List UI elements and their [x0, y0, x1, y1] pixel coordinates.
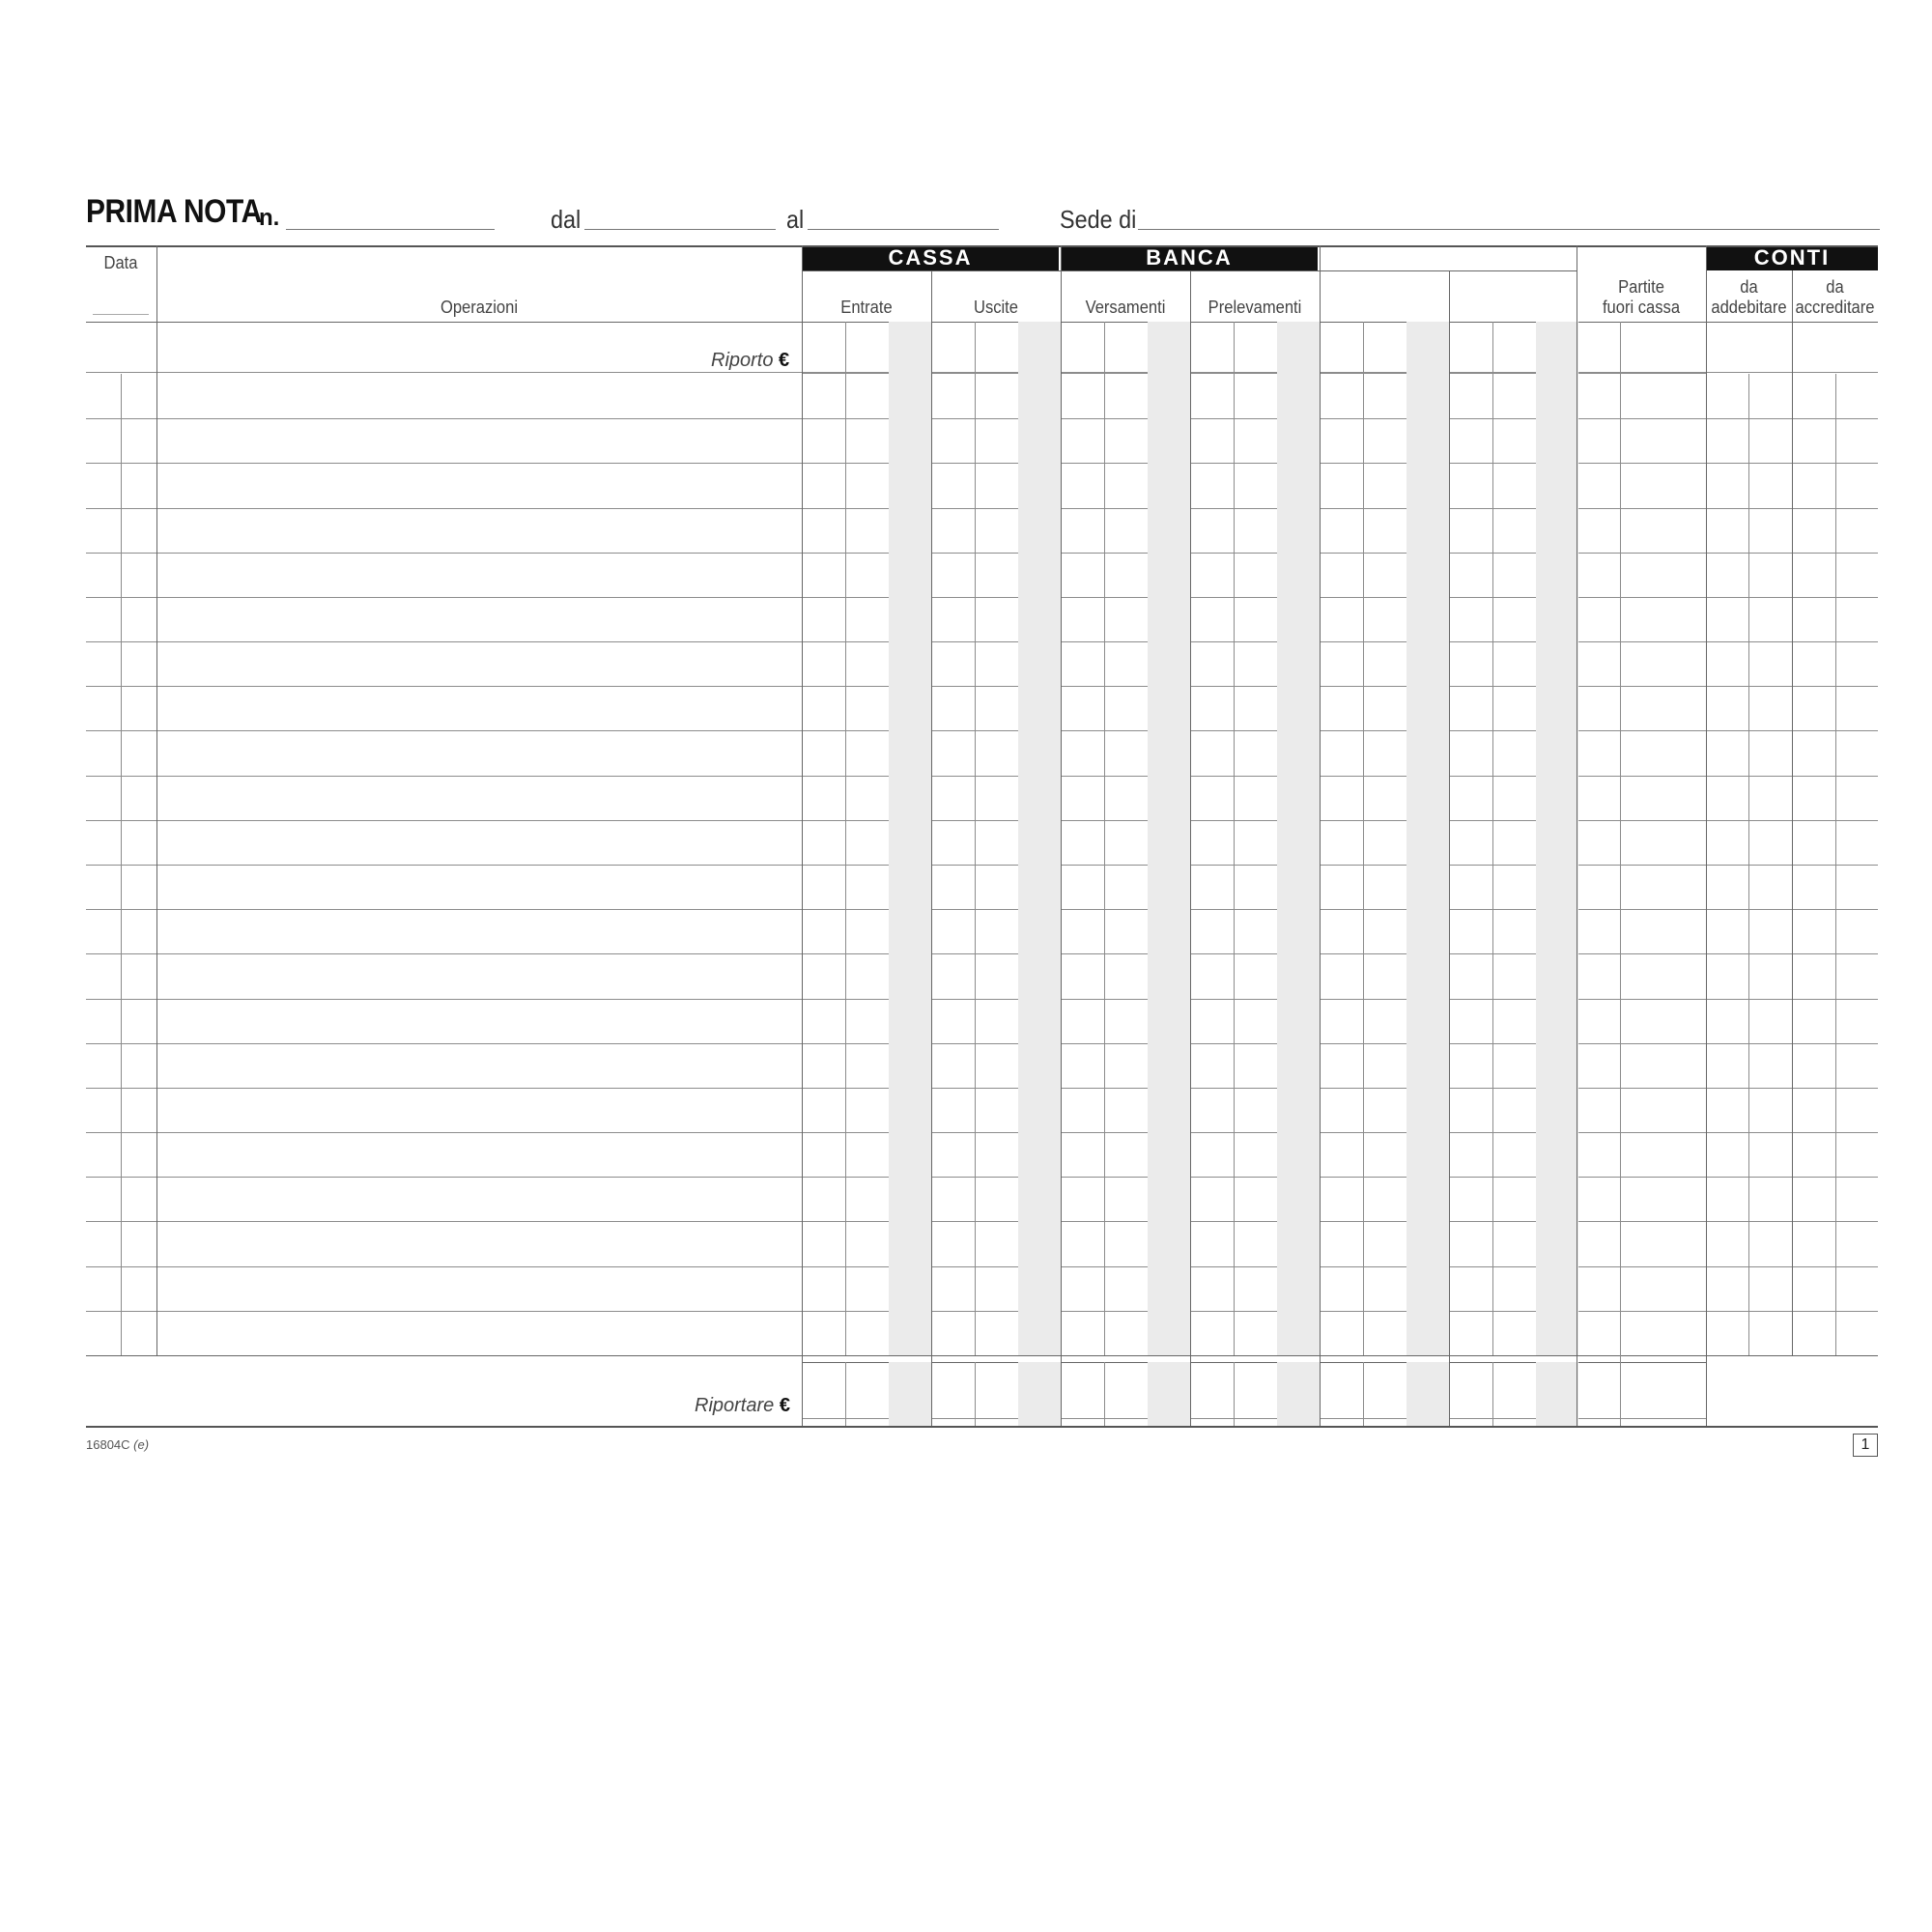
- column-divider: [802, 245, 803, 1426]
- column-divider: [1061, 245, 1062, 1426]
- decimal-column-shade: [1277, 322, 1320, 1355]
- decimal-column-shade: [1148, 322, 1190, 1355]
- accreditare-header-line1: da: [1826, 277, 1844, 297]
- decimal-column-shade: [1536, 1362, 1578, 1426]
- partite-header-line2: fuori cassa: [1602, 298, 1681, 317]
- digit-divider: [1104, 322, 1105, 1355]
- euro-symbol: €: [779, 350, 790, 371]
- column-divider: [1190, 270, 1191, 1426]
- addebitare-header-line2: addebitare: [1711, 298, 1787, 317]
- table-row-line: [86, 820, 1878, 821]
- decimal-column-shade: [1277, 1362, 1320, 1426]
- digit-divider: [845, 322, 846, 1355]
- entrate-header: Entrate: [840, 298, 893, 317]
- column-divider: [156, 245, 157, 1355]
- office-label: Sede di: [1060, 205, 1137, 234]
- uscite-header: Uscite: [973, 298, 1018, 317]
- body-bottom-line: [86, 1355, 1878, 1356]
- digit-divider: [1492, 1362, 1493, 1426]
- table-row-line: [86, 730, 1878, 731]
- decimal-column-shade: [889, 322, 931, 1355]
- column-divider: [1706, 245, 1707, 1426]
- digit-divider: [1363, 1362, 1364, 1426]
- table-row-line: [86, 641, 1878, 642]
- column-divider: [931, 270, 932, 1426]
- table-row-line: [86, 953, 1878, 954]
- group-conti: CONTI: [1706, 245, 1878, 270]
- table-row-line: [86, 686, 1878, 687]
- table-row-line: [86, 508, 1878, 509]
- digit-divider: [845, 1362, 846, 1426]
- column-divider: [1449, 270, 1450, 1426]
- table-row-line: [86, 776, 1878, 777]
- conti-divider: [1835, 374, 1836, 1355]
- form-code: [86, 1437, 149, 1452]
- carry-in-row: [711, 350, 789, 372]
- decimal-column-shade: [1018, 1362, 1061, 1426]
- column-divider: [1792, 270, 1793, 1355]
- operations-header: Operazioni: [440, 298, 519, 317]
- to-label: al: [786, 205, 805, 234]
- table-row-line: [86, 418, 1878, 419]
- table-row-line: [86, 597, 1878, 598]
- number-field[interactable]: [286, 229, 495, 230]
- date-divider: [121, 374, 122, 1355]
- accreditare-header-line2: accreditare: [1795, 298, 1875, 317]
- from-date-field[interactable]: [584, 229, 776, 230]
- digit-divider: [1234, 322, 1235, 1355]
- digit-divider: [1620, 322, 1621, 1426]
- page-number: 1: [1853, 1434, 1878, 1457]
- decimal-column-shade: [1406, 1362, 1449, 1426]
- digit-divider: [975, 322, 976, 1355]
- digit-divider: [1234, 1362, 1235, 1426]
- number-label: n.: [259, 205, 280, 231]
- conti-divider: [1748, 374, 1749, 1355]
- digit-divider: [1492, 322, 1493, 1355]
- table-row-line: [86, 463, 1878, 464]
- decimal-column-shade: [1536, 322, 1578, 1355]
- table-bottom-border: [86, 1426, 1878, 1428]
- table-top-border: [86, 245, 1878, 247]
- from-label: dal: [551, 205, 582, 234]
- digit-divider: [1104, 1362, 1105, 1426]
- table-row-line: [86, 1266, 1878, 1267]
- table-row-line: [86, 1311, 1878, 1312]
- subheader-line: [802, 270, 1577, 271]
- table-row-line: [86, 909, 1878, 910]
- carry-out-row: [695, 1395, 790, 1417]
- column-divider: [1320, 245, 1321, 1426]
- table-row-line: [86, 999, 1878, 1000]
- to-date-field[interactable]: [808, 229, 999, 230]
- table-row-line: [86, 553, 1878, 554]
- prelevamenti-header: Prelevamenti: [1208, 298, 1302, 317]
- office-field[interactable]: [1138, 229, 1880, 230]
- table-row-line: [86, 1043, 1878, 1044]
- table-row-line: [86, 1221, 1878, 1222]
- carry-out-label: Riportare: [695, 1395, 775, 1416]
- decimal-column-shade: [1018, 322, 1061, 1355]
- group-cassa: CASSA: [802, 245, 1059, 270]
- decimal-column-shade: [889, 1362, 931, 1426]
- form-code-number: 16804C: [86, 1437, 130, 1452]
- decimal-column-shade: [1148, 1362, 1190, 1426]
- date-header: Data: [103, 253, 138, 272]
- form-code-suffix: (e): [133, 1437, 150, 1452]
- digit-divider: [975, 1362, 976, 1426]
- euro-symbol: €: [779, 1395, 790, 1416]
- digit-divider: [1363, 322, 1364, 1355]
- table-row-line: [86, 1177, 1878, 1178]
- table-row-line: [86, 1088, 1878, 1089]
- table-row-line: [86, 1132, 1878, 1133]
- date-header-underline: [93, 314, 149, 315]
- group-banca: BANCA: [1061, 245, 1318, 270]
- document-title: PRIMA NOTA: [86, 193, 262, 230]
- partite-header-line1: Partite: [1618, 277, 1664, 297]
- table-row-line: [86, 865, 1878, 866]
- addebitare-header-line1: da: [1740, 277, 1758, 297]
- header-bottom-border: [86, 322, 1878, 323]
- versamenti-header: Versamenti: [1085, 298, 1166, 317]
- decimal-column-shade: [1406, 322, 1449, 1355]
- carry-in-label: Riporto: [711, 350, 774, 371]
